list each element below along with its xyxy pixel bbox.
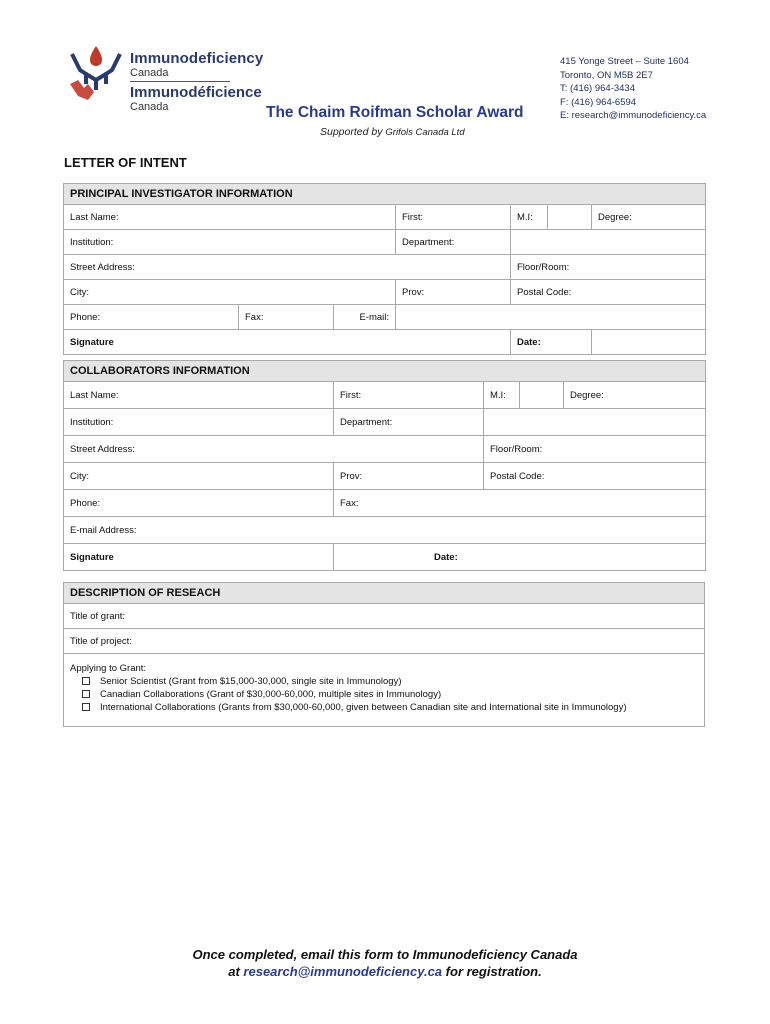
pi-date-label: Date: [511, 330, 592, 355]
address-email: E: research@immunodeficiency.ca [560, 110, 707, 121]
contact-address [560, 55, 706, 123]
logo-name-fr: Immunodéficience [130, 84, 262, 101]
organization-logo-icon [64, 44, 128, 106]
collab-mi-field[interactable]: M.I: [484, 382, 520, 409]
collab-phone-field[interactable]: Phone: [64, 490, 334, 517]
logo-name-en: Immunodeficiency [130, 50, 264, 67]
supported-prefix: Supported by [320, 126, 383, 138]
pi-department-input[interactable] [511, 230, 706, 255]
logo-country-fr: Canada [130, 101, 169, 113]
collab-mi-input[interactable] [520, 382, 564, 409]
address-street: 415 Yonge Street – Suite 1604 [560, 56, 689, 67]
collab-floor-field[interactable]: Floor/Room: [484, 436, 706, 463]
pi-first-field[interactable]: First: [396, 205, 511, 230]
logo-text [130, 50, 263, 113]
supported-by [320, 126, 465, 138]
logo-divider [130, 81, 230, 82]
checkbox-icon[interactable] [82, 677, 90, 685]
award-title: The Chaim Roifman Scholar Award [266, 104, 524, 121]
collab-signature-field[interactable] [64, 544, 334, 571]
pi-prov-field[interactable]: Prov: [396, 280, 511, 305]
research-header: DESCRIPTION OF RESEACH [64, 583, 705, 604]
collab-fax-field[interactable]: Fax: [334, 490, 706, 517]
collab-last-name-field[interactable]: Last Name: [64, 382, 334, 409]
pi-header: PRINCIPAL INVESTIGATOR INFORMATION [64, 184, 706, 205]
collab-city-field[interactable]: City: [64, 463, 334, 490]
pi-degree-field[interactable]: Degree: [592, 205, 706, 230]
address-tel: T: (416) 964-3434 [560, 83, 635, 94]
collab-date-label: Date: [434, 551, 458, 563]
pi-date-input[interactable] [592, 330, 706, 355]
grant-option-label: Senior Scientist (Grant from $15,000-30,000, single site in Immunology) [100, 676, 402, 687]
pi-email-input[interactable] [396, 305, 706, 330]
footer-email-link[interactable]: research@immunodeficiency.ca [243, 964, 443, 979]
pi-floor-field[interactable]: Floor/Room: [511, 255, 706, 280]
title-of-grant-field[interactable]: Title of grant: [64, 604, 705, 629]
collab-email-field[interactable]: E-mail Address: [64, 517, 706, 544]
logo-country-en: Canada [130, 67, 169, 79]
pi-street-field[interactable]: Street Address: [64, 255, 511, 280]
pi-phone-field[interactable]: Phone: [64, 305, 239, 330]
collab-institution-field[interactable]: Institution: [64, 409, 334, 436]
letter-heading: LETTER OF INTENT [64, 155, 187, 170]
pi-institution-field[interactable]: Institution: [64, 230, 396, 255]
pi-table [63, 183, 706, 355]
applying-to-grant [64, 654, 705, 727]
checkbox-icon[interactable] [82, 703, 90, 711]
collab-first-field[interactable]: First: [334, 382, 484, 409]
pi-department-label: Department: [396, 230, 511, 255]
pi-mi-field[interactable]: M.I: [511, 205, 548, 230]
grant-option-canadian[interactable] [70, 688, 698, 701]
collab-header: COLLABORATORS INFORMATION [64, 361, 706, 382]
checkbox-icon[interactable] [82, 690, 90, 698]
collab-date-field[interactable] [334, 544, 706, 571]
collab-prov-field[interactable]: Prov: [334, 463, 484, 490]
pi-last-name-field[interactable]: Last Name: [64, 205, 396, 230]
title-of-project-field[interactable]: Title of project: [64, 629, 705, 654]
applying-label: Applying to Grant: [70, 663, 147, 674]
address-fax: F: (416) 964-6594 [560, 96, 637, 108]
grant-option-international[interactable] [70, 701, 698, 714]
sponsor-name: Grifols Canada Ltd [385, 127, 465, 138]
pi-fax-field[interactable]: Fax: [239, 305, 334, 330]
research-table [63, 582, 705, 727]
collab-postal-field[interactable]: Postal Code: [484, 463, 706, 490]
footer-line2 [0, 963, 770, 980]
collab-street-field[interactable]: Street Address: [64, 436, 484, 463]
collab-signature-label: Signature [70, 551, 114, 563]
grant-option-label: International Collaborations (Grants from $30,000-60,000, given between Canadian site and International site in Immunology) [100, 702, 627, 713]
footer-at: at [228, 964, 240, 979]
pi-email-label: E-mail: [334, 305, 396, 330]
collab-department-input[interactable] [484, 409, 706, 436]
grant-option-label: Canadian Collaborations (Grant of $30,000-60,000, multiple sites in Immunology) [100, 689, 442, 700]
address-city: Toronto, ON M5B 2E7 [560, 69, 653, 81]
pi-signature-field[interactable]: Signature [64, 330, 511, 355]
collab-department-label: Department: [334, 409, 484, 436]
pi-mi-input[interactable] [548, 205, 592, 230]
pi-city-field[interactable]: City: [64, 280, 396, 305]
collab-degree-field[interactable]: Degree: [564, 382, 706, 409]
footer-suffix: for registration. [445, 964, 542, 979]
grant-option-senior[interactable] [70, 675, 698, 688]
collab-table [63, 360, 706, 571]
pi-postal-field[interactable]: Postal Code: [511, 280, 706, 305]
footer-instructions [0, 946, 770, 980]
footer-line1: Once completed, email this form to Immunodeficiency Canada [192, 947, 578, 962]
